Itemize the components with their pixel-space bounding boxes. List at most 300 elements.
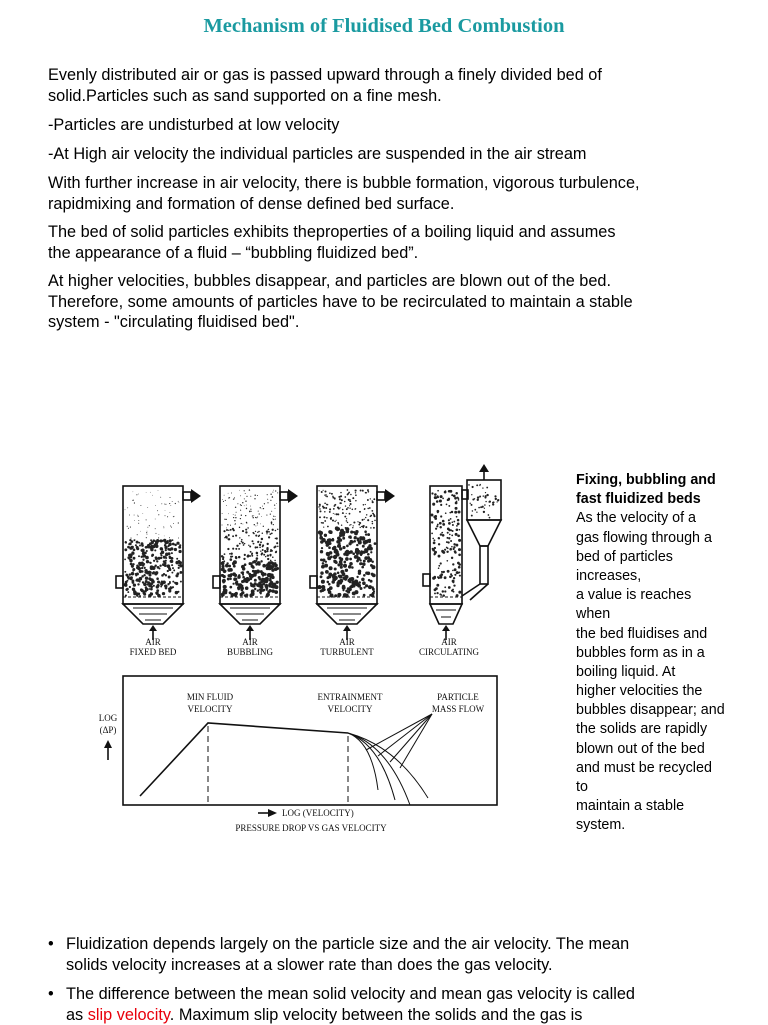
particle-dot [337,593,341,597]
particle-dot [145,577,148,580]
particle-dot [170,512,171,513]
particle-dot [171,564,173,566]
particle-dot [319,536,323,540]
particle-dot [363,504,365,506]
particle-dot [175,503,176,504]
particle-dot [339,534,342,537]
particle-dot [360,527,361,528]
vessel-name-label: BUBBLING [227,647,274,657]
particle-dot [454,550,457,553]
particle-dot [325,561,327,563]
particle-dot [235,507,236,508]
particle-dot [345,553,348,556]
particle-dot [267,591,270,594]
particle-dot [347,489,349,491]
particle-dot [344,501,346,503]
particle-dot [262,564,266,568]
particle-dot [329,551,333,555]
particle-dot [440,562,442,564]
particle-dot [439,499,442,502]
caption-line: the bed fluidises and [576,625,766,644]
particle-dot [146,537,147,538]
particle-dot [126,580,128,582]
circulating-bed-particles [431,490,462,597]
particle-dot [492,502,494,504]
particle-dot [222,525,223,526]
particle-dot [249,594,252,597]
particle-dot [260,585,264,589]
particle-dot [349,505,350,506]
particle-dot [479,496,481,498]
particle-dot [260,560,262,562]
particle-dot [351,566,354,569]
particle-dot [435,587,438,590]
caption-line: bubbles disappear; and [576,701,766,720]
particle-dot [350,540,353,543]
particle-dot [153,585,155,587]
entrainment-curve [348,733,410,805]
particle-dot [273,519,274,520]
particle-dot [275,516,276,517]
particle-dot [373,527,375,529]
particle-dot [250,496,251,497]
particle-dot [446,560,448,562]
particle-dot [249,511,250,512]
particle-dot [172,501,173,502]
particle-dot [137,583,139,585]
particle-dot [358,540,362,544]
vessel-name-label: FIXED BED [130,647,177,657]
circulating-bed-vessel [423,464,501,640]
particle-dot [146,492,147,493]
particle-dot [233,498,234,499]
particle-dot [160,586,162,588]
particle-dot [440,573,443,576]
particle-dot [479,485,480,486]
particle-dot [232,583,234,585]
particle-dot [355,500,356,501]
particle-dot [125,541,127,543]
particle-dot [367,539,371,543]
particle-dot [227,548,229,550]
particle-dot [444,549,446,551]
particle-dot [161,550,165,554]
particle-dot [485,492,486,493]
particle-dot [174,544,177,547]
particle-dot [458,548,461,551]
particle-dot [359,562,362,565]
particle-dot [333,555,337,559]
particle-dot [224,495,225,496]
particle-dot [332,519,334,521]
caption-line: increases, [576,567,766,586]
particle-dot [269,533,271,535]
particle-dot [324,534,327,537]
particle-dot [147,527,148,528]
paragraph-high-velocity [48,144,763,165]
particle-dot [321,589,324,592]
particle-dot [156,589,159,592]
particle-dot [347,579,351,583]
particle-dot [370,580,373,583]
particle-dot [321,580,325,584]
particle-dot [372,500,373,501]
particle-dot [273,524,274,525]
particle-dot [128,554,131,557]
bullet-marker: • [48,934,62,955]
particle-dot [224,519,225,520]
particle-dot [255,495,256,496]
leader-line [400,714,432,768]
particle-dot [321,585,325,589]
particle-dot [233,529,235,531]
particle-dot [178,550,181,553]
particle-dot [153,560,155,562]
particle-dot [168,545,170,547]
particle-dot [156,539,159,542]
particle-dot [455,502,458,505]
particle-dot [142,559,144,561]
particle-dot [228,530,229,531]
particle-dot [342,512,344,514]
cyclone-particles [468,484,499,519]
particle-dot [440,504,442,506]
particle-dot [471,494,472,495]
particle-dot [447,570,450,573]
text-line: Evenly distributed air or gas is passed upward through a finely divided bed of [48,65,763,86]
particle-dot [162,580,166,584]
particle-dot [266,594,269,597]
particle-dot [235,524,236,525]
particle-dot [241,523,242,524]
caption-line: bubbles form as in a [576,644,766,663]
particle-dot [343,561,346,564]
particle-dot [124,559,126,561]
particle-dot [148,573,151,576]
particle-dot [371,560,373,562]
particle-dot [451,511,453,513]
particle-dot [125,595,127,597]
particle-dot [321,522,323,524]
particle-dot [245,577,249,581]
particle-dot [323,507,325,509]
particle-dot [241,515,242,516]
particle-dot [337,544,341,548]
particle-dot [277,546,278,547]
particle-dot [172,567,174,569]
particle-dot [328,583,331,586]
particle-dot [453,548,455,550]
particle-dot [432,538,434,540]
particle-dot [221,574,224,577]
particle-dot [238,556,241,559]
particle-dot [319,516,321,518]
particle-dot [235,578,237,580]
particle-dot [227,574,230,577]
particle-dot [231,553,233,555]
particle-dot [256,557,259,560]
particle-dot [347,587,350,590]
particle-dot [274,560,275,561]
particle-dot [349,565,351,567]
particle-dot [127,526,128,527]
particle-dot [454,568,457,571]
particle-dot [155,528,156,529]
particle-dot [343,564,347,568]
particle-dot [157,594,161,598]
particle-dot [345,569,348,572]
particle-dot [163,526,164,527]
particle-dot [363,574,366,577]
particle-dot [272,518,273,519]
particle-dot [165,515,166,516]
entrainment-label: ENTRAINMENT [318,692,383,702]
particle-dot [250,506,251,507]
particle-dot [442,523,445,526]
particle-dot [448,522,451,525]
particle-dot [451,521,453,523]
particle-dot [230,529,232,531]
particle-dot [265,586,268,589]
particle-dot [472,486,474,488]
particle-dot [226,537,228,539]
particle-dot [478,507,480,509]
particle-dot [371,510,373,512]
particle-dot [164,536,165,537]
particle-dot [133,548,136,551]
particle-dot [152,539,155,542]
particle-dot [229,553,231,555]
particle-dot [246,508,247,509]
bullet-marker: • [48,984,62,1005]
particle-dot [148,584,151,587]
particle-dot [329,566,333,570]
particle-dot [356,576,358,578]
particle-dot [369,594,372,597]
particle-dot [367,533,370,536]
particle-dot [458,591,461,594]
particle-dot [141,561,144,564]
particle-dot [441,532,443,534]
particle-dot [165,555,167,557]
particle-dot [176,558,178,560]
particle-dot [258,535,260,537]
particle-dot [342,546,345,549]
particle-dot [235,548,237,550]
particle-dot [155,545,159,549]
particle-dot [249,555,251,557]
particle-dot [221,562,224,565]
particle-dot [273,546,275,548]
particle-dot [370,515,372,517]
particle-dot [138,516,139,517]
particle-dot [133,583,136,586]
particle-dot [253,515,254,516]
particle-dot [260,541,262,543]
particle-dot [359,522,361,524]
particle-dot [436,500,439,503]
particle-dot [265,556,266,557]
caption-line: blown out of the bed [576,740,766,759]
particle-dot [166,541,169,544]
particle-dot [235,535,237,537]
particle-dot [458,563,461,566]
particle-dot [180,581,182,583]
particle-dot [456,571,459,574]
particle-dot [333,508,335,510]
particle-dot [262,533,263,534]
paragraph-circulating-bed [48,271,763,333]
particle-dot [129,515,130,516]
particle-dot [450,518,452,520]
particle-dot [440,495,443,498]
particle-dot [272,556,274,558]
particle-dot [174,582,176,584]
particle-dot [148,594,151,597]
particle-dot [250,577,252,579]
particle-dot [157,566,160,569]
particle-dot [342,572,346,576]
particle-dot [276,503,277,504]
particle-dot [247,555,250,558]
particle-dot [245,493,246,494]
particle-dot [132,581,135,584]
particle-dot [136,572,139,575]
particle-dot [455,544,458,547]
particle-dot [270,555,272,557]
particle-dot [482,487,483,488]
particle-dot [321,491,323,493]
particle-dot [165,560,167,562]
particle-dot [254,588,256,590]
text-line: system - "circulating fluidised bed". [48,312,763,333]
text-line: the appearance of a fluid – “bubbling fluidized bed”. [48,243,763,264]
text-line: rapidmixing and formation of dense defined bed surface. [48,194,763,215]
particle-dot [255,535,257,537]
particle-dot [456,528,459,531]
particle-dot [455,533,458,536]
particle-dot [246,496,247,497]
particle-dot [488,514,490,516]
particle-dot [340,566,343,569]
particle-dot [482,506,484,508]
particle-dot [179,571,182,574]
particle-dot [324,520,326,522]
particle-dot [453,591,455,593]
particle-dot [476,484,478,486]
particle-dot [163,527,164,528]
particle-dot [367,553,370,556]
particle-dot [453,543,455,545]
particle-dot [438,555,441,558]
particle-dot [133,491,134,492]
particle-dot [171,527,172,528]
particle-dot [136,541,139,544]
particle-dot [257,495,258,496]
particle-dot [350,531,353,534]
particle-dot [227,524,228,525]
particle-dot [154,564,156,566]
particle-dot [344,516,346,518]
particle-dot [352,497,354,499]
particle-dot [237,503,238,504]
particle-dot [361,578,365,582]
particle-dot [342,576,346,580]
particle-dot [137,567,140,570]
particle-dot [363,594,366,597]
particle-dot [349,513,351,515]
particle-dot [245,587,248,590]
particle-dot [358,570,361,573]
particle-dot [448,505,450,507]
particle-dot [446,541,448,543]
particle-dot [229,578,231,580]
particle-dot [245,529,247,531]
particle-dot [266,530,269,533]
bubbling-bed-particles [221,489,279,597]
particle-dot [171,552,173,554]
particle-dot [347,507,349,509]
particle-dot [433,542,436,545]
particle-dot [255,517,256,518]
particle-dot [267,494,268,495]
particle-dot [158,514,159,515]
particle-dot [264,550,266,552]
particle-dot [130,538,131,539]
particle-dot [442,498,444,500]
particle-dot [260,581,262,583]
particle-dot [167,516,168,517]
particle-dot [157,510,158,511]
particle-dot [147,531,148,532]
particle-dot [241,580,244,583]
particle-dot [326,517,328,519]
particle-dot [243,558,245,560]
particle-dot [452,524,454,526]
particle-dot [347,522,349,524]
particle-dot [232,548,234,550]
particle-dot [231,556,233,558]
particle-dot [266,515,267,516]
particle-dot [258,511,259,512]
particle-dot [489,505,490,506]
particle-dot [442,594,445,597]
particle-dot [370,564,373,567]
particle-dot [139,577,143,581]
particle-dot [139,595,141,597]
particle-dot [439,593,441,595]
particle-dot [431,514,434,517]
particle-dot [366,514,367,515]
particle-dot [338,523,339,524]
particle-dot [353,525,354,526]
page-title: Mechanism of Fluidised Bed Combustion [0,12,768,40]
particle-dot [477,499,479,501]
particle-dot [447,541,449,543]
particle-dot [352,552,355,555]
particle-dot [222,499,223,500]
particle-dot [134,515,135,516]
particle-dot [246,571,249,574]
text-line: The bed of solid particles exhibits theproperties of a boiling liquid and assumes [48,222,763,243]
particle-dot [259,547,261,549]
particle-dot [223,530,225,532]
particle-dot [372,523,373,524]
particle-dot [271,494,272,495]
particle-dot [437,511,439,513]
particle-dot [140,564,142,566]
particle-dot [146,546,148,548]
